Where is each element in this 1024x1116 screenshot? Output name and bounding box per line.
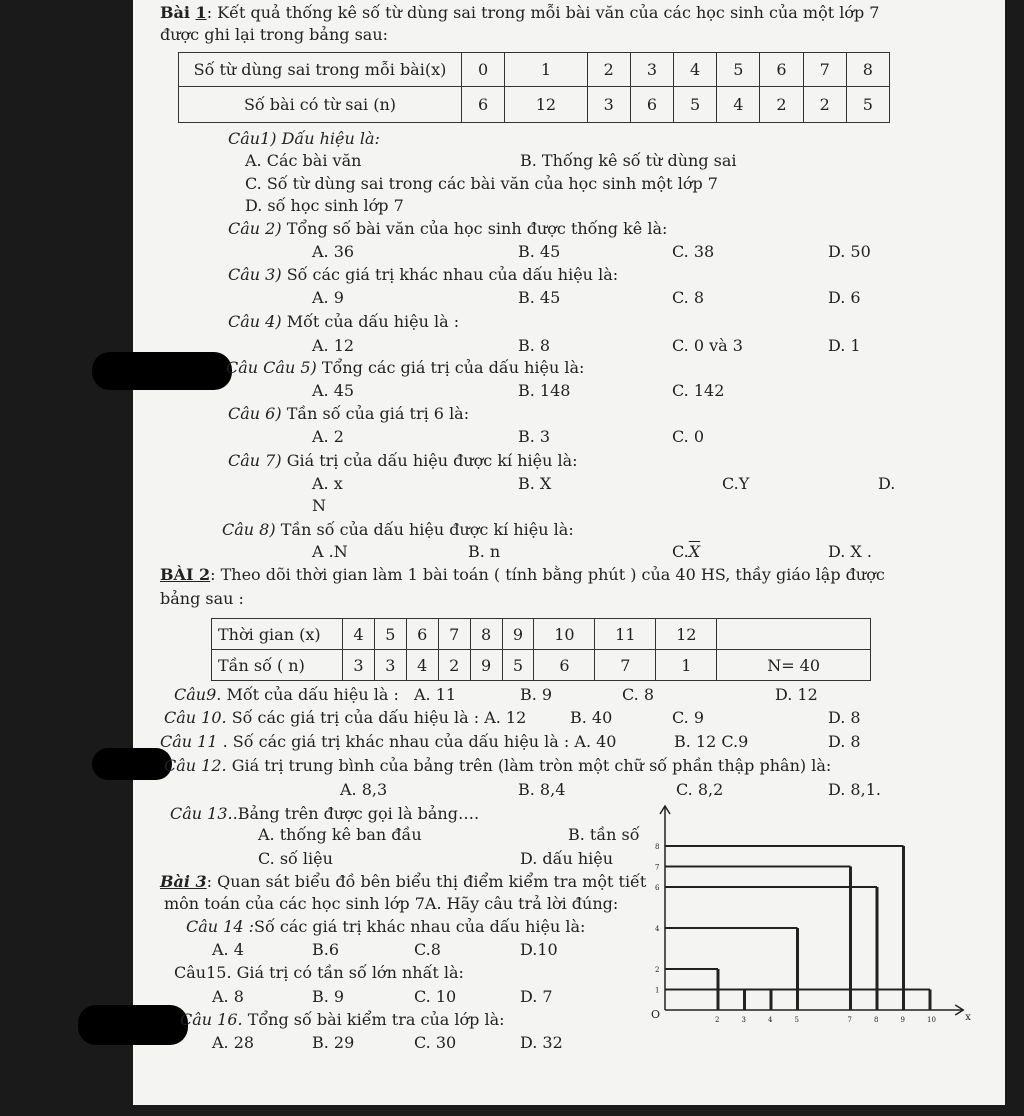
- q11-question: Câu 11 . Số các giá trị khác nhau của dấu hiệu là : A. 40: [160, 732, 617, 751]
- table-cell: 12: [505, 87, 587, 123]
- q13-option-b: B. tần số: [568, 825, 640, 844]
- q4-option-c: C. 0 và 3: [672, 336, 743, 355]
- table-cell: 6: [534, 650, 595, 681]
- table-cell: 5: [846, 87, 889, 123]
- q12-option-c: C. 8,2: [676, 780, 724, 799]
- q15-question: Câu15. Giá trị có tần số lớn nhất là:: [174, 963, 464, 982]
- table-cell: 4: [406, 650, 438, 681]
- table-cell: 3: [374, 650, 406, 681]
- q10-option-d: D. 8: [828, 708, 861, 727]
- table-cell: 2: [803, 87, 846, 123]
- table-cell: 6: [462, 87, 505, 123]
- q2-option-c: C. 38: [672, 242, 715, 261]
- q3-option-a: A. 9: [312, 288, 344, 307]
- y-tick-label: 8: [655, 843, 660, 851]
- q12-option-d: D. 8,1.: [828, 780, 881, 799]
- q5-question: Câu Câu 5) Tổng các giá trị của dấu hiệu là:: [226, 358, 585, 377]
- x-tick-label: 7: [847, 1016, 852, 1024]
- table-cell: 5: [374, 619, 406, 650]
- x-tick-label: 9: [900, 1016, 905, 1024]
- redaction-blob: [92, 352, 232, 390]
- table-cell: 5: [502, 650, 534, 681]
- table-cell: 7: [595, 650, 656, 681]
- q13-option-a: A. thống kê ban đầu: [258, 825, 422, 844]
- q7-option-d-continued: N: [312, 496, 326, 515]
- q16-question: Câu 16. Tổng số bài kiểm tra của lớp là:: [180, 1010, 505, 1029]
- table-cell: Số bài có từ sai (n): [179, 87, 462, 123]
- table-cell: 6: [760, 53, 803, 87]
- q2-question: Câu 2) Tổng số bài văn của học sinh được thống kê là:: [228, 219, 668, 238]
- q14-option-a: A. 4: [212, 940, 244, 959]
- table-cell: 9: [470, 650, 502, 681]
- table-cell: 12: [656, 619, 717, 650]
- x-tick-label: 3: [741, 1016, 746, 1024]
- table-cell: 0: [462, 53, 505, 87]
- table-cell: N= 40: [717, 650, 871, 681]
- q16-option-c: C. 30: [414, 1033, 457, 1052]
- table-cell: 6: [630, 87, 673, 123]
- q1-label: Câu1) Dấu hiệu là:: [228, 129, 380, 148]
- b3-heading-line2: môn toán của các học sinh lớp 7A. Hãy câu trả lời đúng:: [164, 894, 619, 913]
- q13-option-d: D. dấu hiệu: [520, 849, 614, 868]
- table-cell: 10: [534, 619, 595, 650]
- q15-option-c: C. 10: [414, 987, 457, 1006]
- q6-option-a: A. 2: [312, 427, 344, 446]
- b2-frequency-table: [211, 618, 871, 681]
- q6-question: Câu 6) Tần số của giá trị 6 là:: [228, 404, 470, 423]
- q15-option-a: A. 8: [212, 987, 244, 1006]
- q5-option-b: B. 148: [518, 381, 571, 400]
- b1-heading: Bài 1: Kết quả thống kê số từ dùng sai trong mỗi bài văn của các học sinh của một lớp 7: [160, 3, 880, 22]
- x-axis-label: x: [965, 1012, 971, 1023]
- q9-option-d: D. 12: [775, 685, 818, 704]
- q10-question: Câu 10. Số các giá trị của dấu hiệu là : A. 12: [164, 708, 527, 727]
- q7-option-c: C.Y: [722, 474, 750, 493]
- y-tick-label: 2: [655, 966, 660, 974]
- q16-option-a: A. 28: [212, 1033, 255, 1052]
- q13-option-c: C. số liệu: [258, 849, 333, 868]
- q3-question: Câu 3) Số các giá trị khác nhau của dấu hiệu là:: [228, 265, 619, 284]
- table-cell: 3: [343, 650, 375, 681]
- x-tick-label: 4: [768, 1016, 773, 1024]
- q12-question: Câu 12. Giá trị trung bình của bảng trên (làm tròn một chữ số phần thập phân) là:: [164, 756, 832, 775]
- q1-option-c: C. Số từ dùng sai trong các bài văn của học sinh một lớp 7: [245, 174, 718, 193]
- q16-option-d: D. 32: [520, 1033, 563, 1052]
- q11-option-d: D. 8: [828, 732, 861, 751]
- q2-option-b: B. 45: [518, 242, 561, 261]
- x-tick-label: 2: [715, 1016, 720, 1024]
- table-cell: 4: [343, 619, 375, 650]
- table-cell: 11: [595, 619, 656, 650]
- y-tick-label: 6: [655, 884, 660, 892]
- table-cell: 2: [438, 650, 470, 681]
- b2-heading-line2: bảng sau :: [160, 589, 244, 608]
- y-tick-label: 1: [655, 986, 660, 995]
- q14-option-c: C.8: [414, 940, 441, 959]
- table-cell: 6: [406, 619, 438, 650]
- q3-option-b: B. 45: [518, 288, 561, 307]
- q14-option-b: B.6: [312, 940, 340, 959]
- q9-option-b: B. 9: [520, 685, 553, 704]
- y-tick-label: 4: [655, 925, 660, 933]
- redaction-blob: [78, 1005, 188, 1045]
- table-cell: 4: [717, 87, 760, 123]
- q8-question: Câu 8) Tần số của dấu hiệu được kí hiệu là:: [222, 520, 574, 539]
- q3-option-d: D. 6: [828, 288, 861, 307]
- q7-option-d: D.: [878, 474, 896, 493]
- origin-label: O: [651, 1008, 661, 1021]
- table-cell: 7: [438, 619, 470, 650]
- q4-question: Câu 4) Mốt của dấu hiệu là :: [228, 312, 460, 331]
- q14-option-d: D.10: [520, 940, 558, 959]
- q8-option-c: $C.\overline{X}$: [672, 542, 701, 561]
- q14-question: Câu 14 :Số các giá trị khác nhau của dấu hiệu là:: [186, 917, 586, 936]
- table-row: [212, 619, 871, 650]
- x-tick-label: 5: [794, 1016, 799, 1024]
- table-cell: Số từ dùng sai trong mỗi bài(x): [179, 53, 462, 87]
- b2-heading: BÀI 2: Theo dõi thời gian làm 1 bài toán ( tính bằng phút ) của 40 HS, thầy giáo lập được: [160, 565, 885, 584]
- q11-option-b-c: B. 12 C.9: [674, 732, 749, 751]
- q10-option-b: B. 40: [570, 708, 613, 727]
- q8-option-b: B. n: [468, 542, 501, 561]
- redaction-blob: [92, 748, 172, 780]
- table-row: [212, 650, 871, 681]
- q5-option-c: C. 142: [672, 381, 725, 400]
- q4-option-a: A. 12: [312, 336, 355, 355]
- q3-option-c: C. 8: [672, 288, 705, 307]
- b3-heading: Bài 3: Quan sát biểu đồ bên biểu thị điểm kiểm tra một tiết: [160, 872, 647, 891]
- q6-option-b: B. 3: [518, 427, 551, 446]
- q13-question: Câu 13..Bảng trên được gọi là bảng….: [170, 804, 480, 823]
- table-cell: Tần số ( n): [212, 650, 343, 681]
- score-frequency-chart: [645, 800, 971, 1030]
- q7-option-a: A. x: [312, 474, 343, 493]
- q1-option-d: D. số học sinh lớp 7: [245, 196, 404, 215]
- table-cell: 5: [674, 87, 717, 123]
- b1-heading-line2: được ghi lại trong bảng sau:: [160, 25, 389, 44]
- q9-option-a: A. 11: [414, 685, 457, 704]
- table-cell: 8: [846, 53, 889, 87]
- table-cell: [717, 619, 871, 650]
- table-cell: 2: [760, 87, 803, 123]
- table-cell: 3: [630, 53, 673, 87]
- table-cell: Thời gian (x): [212, 619, 343, 650]
- q8-option-a: A .N: [312, 542, 348, 561]
- table-row: [179, 53, 890, 87]
- q2-option-a: A. 36: [312, 242, 355, 261]
- q4-option-b: B. 8: [518, 336, 551, 355]
- table-cell: 2: [587, 53, 630, 87]
- q12-option-b: B. 8,4: [518, 780, 566, 799]
- q15-option-d: D. 7: [520, 987, 553, 1006]
- q2-option-d: D. 50: [828, 242, 871, 261]
- q7-option-b: B. X: [518, 474, 552, 493]
- table-row: [179, 87, 890, 123]
- table-cell: 4: [674, 53, 717, 87]
- q4-option-d: D. 1: [828, 336, 861, 355]
- q15-option-b: B. 9: [312, 987, 345, 1006]
- q10-option-c: C. 9: [672, 708, 705, 727]
- q16-option-b: B. 29: [312, 1033, 355, 1052]
- q12-option-a: A. 8,3: [340, 780, 388, 799]
- q8-option-d: D. X .: [828, 542, 872, 561]
- table-cell: 1: [656, 650, 717, 681]
- y-tick-label: 7: [655, 863, 660, 872]
- q1-option-a: A. Các bài văn: [245, 151, 362, 170]
- q7-question: Câu 7) Giá trị của dấu hiệu được kí hiệu là:: [228, 451, 578, 470]
- q6-option-c: C. 0: [672, 427, 705, 446]
- q9-question: Câu9. Mốt của dấu hiệu là :: [174, 685, 399, 704]
- table-cell: 5: [717, 53, 760, 87]
- q5-option-a: A. 45: [312, 381, 355, 400]
- table-cell: 8: [470, 619, 502, 650]
- b1-frequency-table: [178, 52, 890, 123]
- table-cell: 1: [505, 53, 587, 87]
- q9-option-c: C. 8: [622, 685, 655, 704]
- x-tick-label: 10: [927, 1016, 936, 1024]
- table-cell: 7: [803, 53, 846, 87]
- table-cell: 3: [587, 87, 630, 123]
- x-tick-label: 8: [874, 1016, 879, 1024]
- q1-option-b: B. Thống kê số từ dùng sai: [520, 151, 737, 170]
- table-cell: 9: [502, 619, 534, 650]
